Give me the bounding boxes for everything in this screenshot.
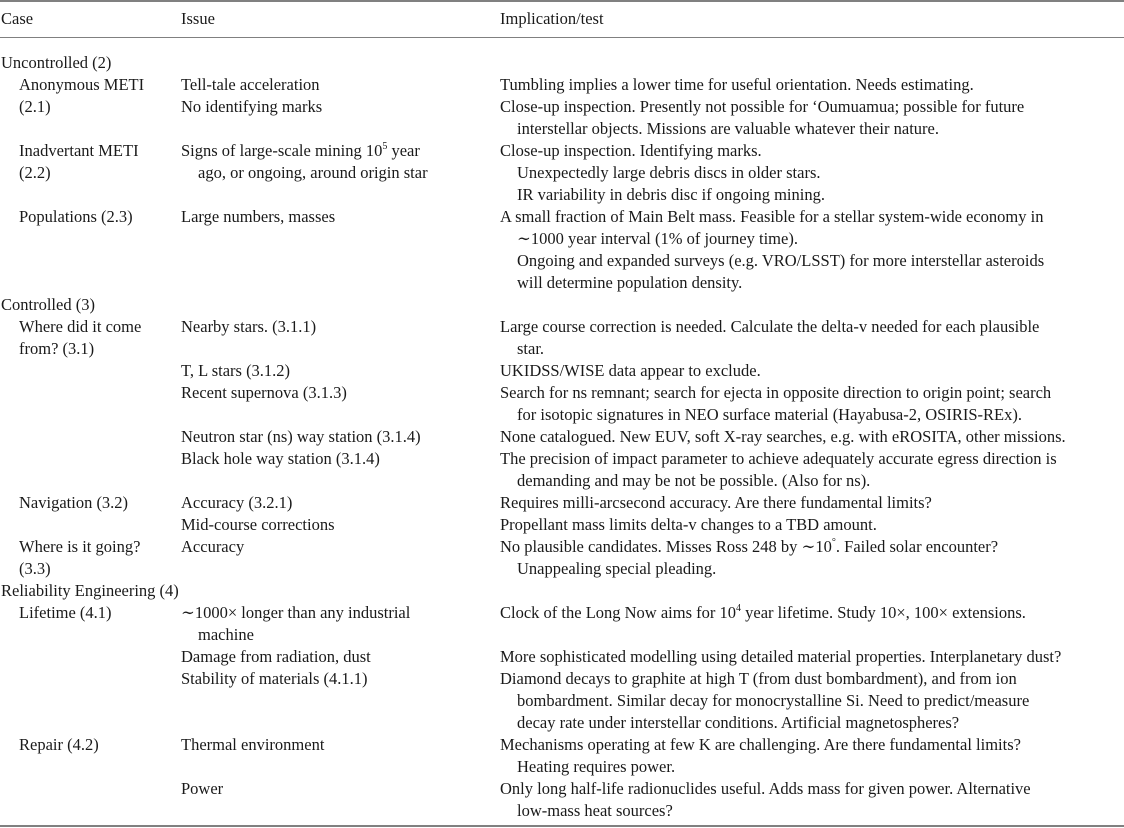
issue-cell: No identifying marks bbox=[181, 97, 323, 116]
section-title: Uncontrolled (2) bbox=[1, 53, 112, 72]
case-cell: (2.1) bbox=[19, 97, 51, 116]
case-cell: Anonymous METI bbox=[19, 75, 145, 94]
implication-cell: More sophisticated modelling using detailed material properties. Interplanetary dust? bbox=[500, 647, 1062, 666]
case-cell: Navigation (3.2) bbox=[19, 493, 129, 512]
section-title: Controlled (3) bbox=[1, 295, 95, 314]
implication-cell: Ongoing and expanded surveys (e.g. VRO/LSST) for more interstellar asteroids bbox=[517, 251, 1045, 270]
case-cell: Where is it going? bbox=[19, 537, 141, 556]
issue-cell: Large numbers, masses bbox=[181, 207, 336, 226]
issue-cell: Recent supernova (3.1.3) bbox=[181, 383, 347, 402]
implication-cell: will determine population density. bbox=[517, 273, 743, 292]
case-cell: Populations (2.3) bbox=[19, 207, 133, 226]
implication-cell: star. bbox=[517, 339, 545, 358]
case-cell: Where did it come bbox=[19, 317, 142, 336]
implication-cell: decay rate under interstellar conditions. Artificial magnetospheres? bbox=[517, 713, 960, 732]
header-case: Case bbox=[1, 9, 34, 28]
issue-cell: Accuracy (3.2.1) bbox=[181, 493, 293, 512]
implication-cell: ∼1000 year interval (1% of journey time). bbox=[517, 229, 798, 248]
issue-cell: Damage from radiation, dust bbox=[181, 647, 371, 666]
implication-cell: demanding and may be not be possible. (Also for ns). bbox=[517, 471, 871, 490]
issue-cell: Signs of large-scale mining $10^5$ year bbox=[181, 141, 420, 160]
case-cell: from? (3.1) bbox=[19, 339, 95, 358]
issue-cell: Nearby stars. (3.1.1) bbox=[181, 317, 317, 336]
implication-cell: Large course correction is needed. Calculate the delta-v needed for each plausible bbox=[500, 317, 1040, 336]
issue-cell: Black hole way station (3.1.4) bbox=[181, 449, 380, 468]
implication-cell: bombardment. Similar decay for monocrystalline Si. Need to predict/measure bbox=[517, 691, 1030, 710]
header-rule bbox=[0, 37, 1124, 38]
implication-cell: The precision of impact parameter to achieve adequately accurate egress direction is bbox=[500, 449, 1057, 468]
issue-cell: ∼1000× longer than any industrial bbox=[181, 603, 411, 622]
issue-cell: Neutron star (ns) way station (3.1.4) bbox=[181, 427, 421, 446]
top-rule bbox=[0, 0, 1124, 2]
implication-cell: Propellant mass limits delta-v changes to a TBD amount. bbox=[500, 515, 877, 534]
issue-cell: Mid-course corrections bbox=[181, 515, 335, 534]
implication-cell: No plausible candidates. Misses Ross 248 by ∼10°. Failed solar encounter? bbox=[500, 537, 999, 556]
issue-cell: ago, or ongoing, around origin star bbox=[198, 163, 428, 182]
implication-cell: A small fraction of Main Belt mass. Feasible for a stellar system-wide economy in bbox=[500, 207, 1044, 226]
bottom-rule bbox=[0, 825, 1124, 827]
case-cell: (3.3) bbox=[19, 559, 51, 578]
implication-cell: interstellar objects. Missions are valuable whatever their nature. bbox=[517, 119, 939, 138]
issue-cell: Stability of materials (4.1.1) bbox=[181, 669, 368, 688]
case-cell: Lifetime (4.1) bbox=[19, 603, 112, 622]
implication-cell: IR variability in debris disc if ongoing mining. bbox=[517, 185, 825, 204]
implication-cell: Diamond decays to graphite at high T (from dust bombardment), and from ion bbox=[500, 669, 1017, 688]
implication-cell: Mechanisms operating at few K are challenging. Are there fundamental limits? bbox=[500, 735, 1021, 754]
issue-cell: Tell-tale acceleration bbox=[181, 75, 320, 94]
issue-cell: machine bbox=[198, 625, 254, 644]
header-implication: Implication/test bbox=[500, 9, 604, 28]
implication-cell: Clock of the Long Now aims for $10^4$ year lifetime. Study 10×, 100× extensions. bbox=[500, 603, 1026, 622]
implication-cell: Tumbling implies a lower time for useful orientation. Needs estimating. bbox=[500, 75, 974, 94]
implication-cell: Close-up inspection. Identifying marks. bbox=[500, 141, 762, 160]
implication-cell: Unexpectedly large debris discs in older stars. bbox=[517, 163, 821, 182]
implication-cell: Requires milli-arcsecond accuracy. Are there fundamental limits? bbox=[500, 493, 932, 512]
header-issue: Issue bbox=[181, 9, 215, 28]
implication-cell: Search for ns remnant; search for ejecta in opposite direction to origin point; search bbox=[500, 383, 1052, 402]
implication-cell: None catalogued. New EUV, soft X-ray searches, e.g. with eROSITA, other missions. bbox=[500, 427, 1066, 446]
case-cell: Repair (4.2) bbox=[19, 735, 99, 754]
issue-cell: Power bbox=[181, 779, 224, 798]
issue-cell: Thermal environment bbox=[181, 735, 325, 754]
case-cell: Inadvertant METI bbox=[19, 141, 139, 160]
case-cell: (2.2) bbox=[19, 163, 51, 182]
implication-cell: for isotopic signatures in NEO surface material (Hayabusa-2, OSIRIS-REx). bbox=[517, 405, 1022, 424]
implication-cell: UKIDSS/WISE data appear to exclude. bbox=[500, 361, 761, 380]
issue-cell: Accuracy bbox=[181, 537, 245, 556]
implication-cell: low-mass heat sources? bbox=[517, 801, 673, 820]
issue-cell: T, L stars (3.1.2) bbox=[181, 361, 291, 380]
implication-cell: Unappealing special pleading. bbox=[517, 559, 717, 578]
section-title: Reliability Engineering (4) bbox=[1, 581, 179, 600]
implication-cell: Close-up inspection. Presently not possible for ‘Oumuamua; possible for future bbox=[500, 97, 1025, 116]
implication-cell: Only long half-life radionuclides useful. Adds mass for given power. Alternative bbox=[500, 779, 1031, 798]
implication-cell: Heating requires power. bbox=[517, 757, 676, 776]
